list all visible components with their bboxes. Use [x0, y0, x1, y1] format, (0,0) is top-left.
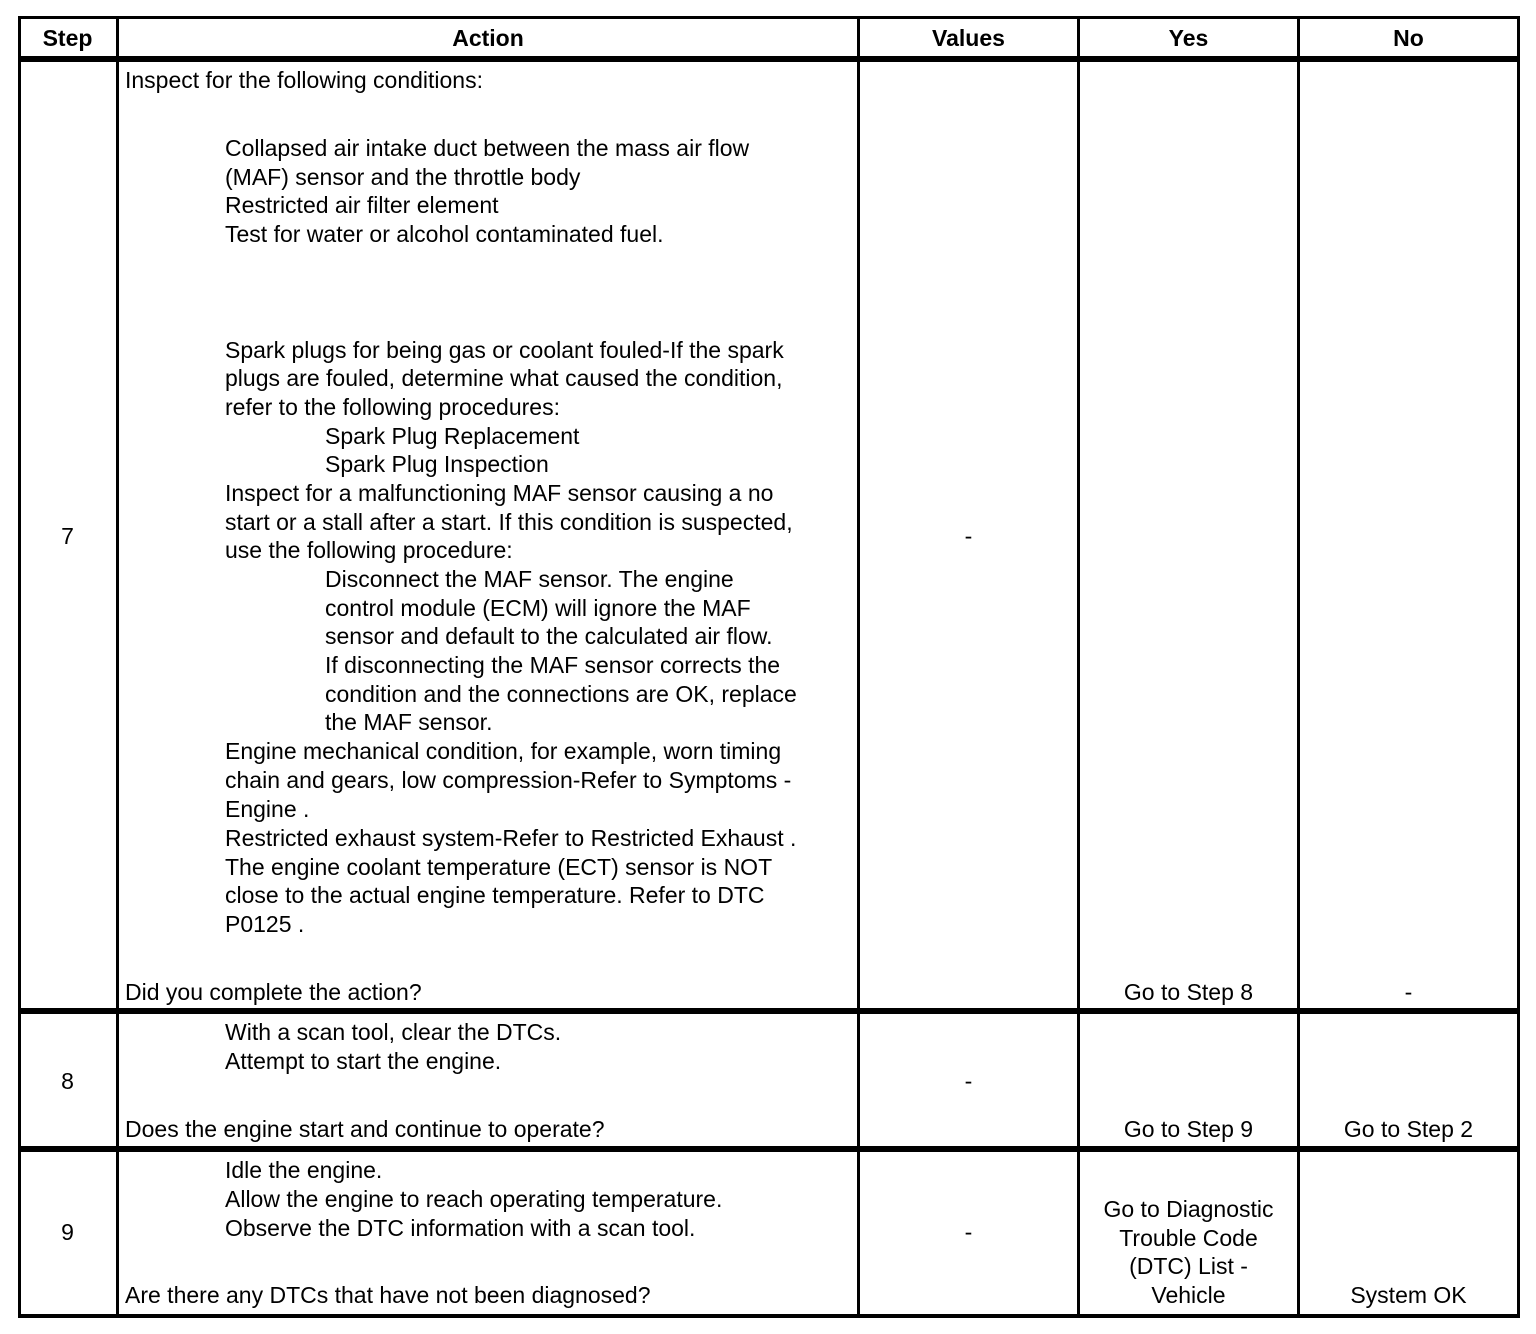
row-separator-7-8	[18, 1008, 1520, 1014]
values-cell: -	[964, 1219, 973, 1245]
col-divider-action	[857, 16, 860, 1318]
action-item: Test for water or alcohol contaminated fuel.	[225, 221, 664, 247]
yes-cell-line: Vehicle	[1151, 1282, 1226, 1308]
step-number: 8	[61, 1068, 74, 1094]
yes-cell: Go to Step 9	[1123, 1116, 1254, 1142]
table-border-left	[18, 16, 21, 1318]
step-number: 9	[61, 1219, 74, 1245]
action-subitem: Spark Plug Replacement	[325, 423, 580, 449]
action-subitem: Spark Plug Inspection	[325, 451, 549, 477]
table-border-right	[1517, 16, 1520, 1318]
action-subitem: If disconnecting the MAF sensor corrects the	[325, 652, 781, 678]
action-item: Attempt to start the engine.	[225, 1048, 502, 1074]
action-item: Engine .	[225, 796, 310, 822]
action-item: Allow the engine to reach operating temperature.	[225, 1186, 723, 1212]
action-subitem: Disconnect the MAF sensor. The engine	[325, 566, 734, 592]
action-item: Collapsed air intake duct between the mass air flow	[225, 135, 750, 161]
action-item: use the following procedure:	[225, 537, 513, 563]
action-item: With a scan tool, clear the DTCs.	[225, 1019, 562, 1045]
header-no: No	[1393, 25, 1424, 51]
action-subitem: control module (ECM) will ignore the MAF	[325, 595, 751, 621]
action-item: Restricted exhaust system-Refer to Restricted Exhaust .	[225, 825, 797, 851]
values-cell: -	[964, 1068, 973, 1094]
no-cell: Go to Step 2	[1343, 1116, 1474, 1142]
action-question: Did you complete the action?	[125, 979, 422, 1005]
action-item: Restricted air filter element	[225, 192, 499, 218]
header-yes: Yes	[1168, 25, 1209, 51]
row-separator-8-9	[18, 1146, 1520, 1152]
action-item: start or a stall after a start. If this condition is suspected,	[225, 509, 793, 535]
table-border-bottom	[18, 1314, 1520, 1318]
yes-cell-line: Trouble Code	[1119, 1225, 1258, 1251]
no-cell: System OK	[1350, 1282, 1467, 1308]
action-question: Are there any DTCs that have not been diagnosed?	[125, 1282, 651, 1308]
header-values: Values	[932, 25, 1005, 51]
action-item: close to the actual engine temperature. Refer to DTC	[225, 882, 765, 908]
col-divider-step	[116, 16, 119, 1318]
values-cell: -	[964, 523, 973, 549]
action-item: Inspect for a malfunctioning MAF sensor causing a no	[225, 480, 774, 506]
action-item: Observe the DTC information with a scan tool.	[225, 1215, 696, 1241]
action-question: Does the engine start and continue to operate?	[125, 1116, 605, 1142]
action-item: Idle the engine.	[225, 1157, 383, 1183]
action-subitem: sensor and default to the calculated air flow.	[325, 623, 773, 649]
action-item: (MAF) sensor and the throttle body	[225, 164, 581, 190]
yes-cell-line: (DTC) List -	[1129, 1253, 1248, 1279]
yes-cell: Go to Step 8	[1123, 979, 1254, 1005]
action-item: plugs are fouled, determine what caused the condition,	[225, 365, 783, 391]
action-item: The engine coolant temperature (ECT) sensor is NOT	[225, 854, 773, 880]
action-subitem: the MAF sensor.	[325, 709, 493, 735]
action-intro: Inspect for the following conditions:	[125, 67, 483, 93]
step-number: 7	[61, 523, 74, 549]
header-separator	[18, 56, 1520, 62]
action-item: P0125 .	[225, 911, 305, 937]
table-border-top	[18, 16, 1520, 19]
yes-cell-line: Go to Diagnostic	[1103, 1196, 1274, 1222]
action-item: Engine mechanical condition, for example, worn timing	[225, 738, 782, 764]
action-item: refer to the following procedures:	[225, 394, 560, 420]
action-item: chain and gears, low compression-Refer to Symptoms -	[225, 767, 792, 793]
action-subitem: condition and the connections are OK, replace	[325, 681, 797, 707]
header-action: Action	[452, 25, 524, 51]
no-cell: -	[1404, 979, 1413, 1005]
action-item: Spark plugs for being gas or coolant fouled-If the spark	[225, 337, 784, 363]
header-step: Step	[42, 25, 93, 51]
